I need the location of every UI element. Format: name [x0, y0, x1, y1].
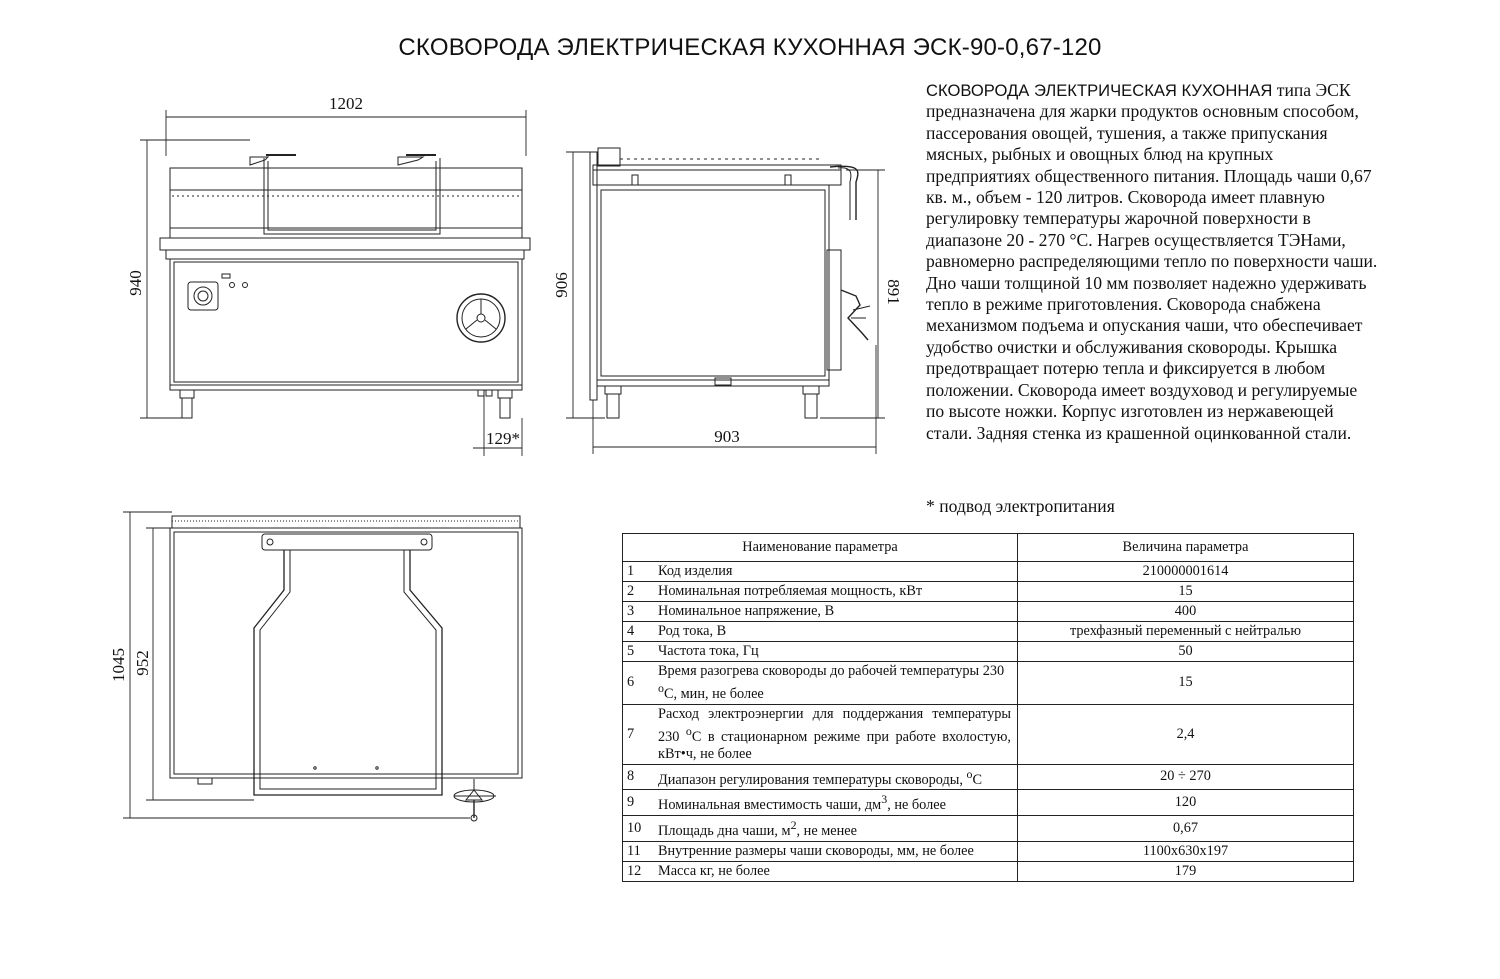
table-row: [623, 562, 1354, 582]
row-value: 179: [1018, 861, 1354, 881]
description-lead: СКОВОРОДА ЭЛЕКТРИЧЕСКАЯ КУХОННАЯ: [926, 81, 1273, 100]
row-name: Внутренние размеры чаши сковороды, мм, не более: [652, 841, 1018, 861]
row-number: 4: [623, 622, 653, 642]
dim-top-depth: 1045: [109, 648, 128, 682]
row-number: 11: [623, 841, 653, 861]
row-number: 6: [623, 662, 653, 705]
row-value: 120: [1018, 790, 1354, 816]
table-row: [623, 790, 1354, 816]
row-value: 15: [1018, 662, 1354, 705]
dim-front-width: 1202: [329, 94, 363, 113]
row-value: 50: [1018, 642, 1354, 662]
row-name: Площадь дна чаши, $м^2$, не менее: [652, 816, 1018, 842]
row-number: 12: [623, 861, 653, 881]
table-row: [623, 764, 1354, 790]
row-name: Масса кг, не более: [652, 861, 1018, 881]
row-value: 0,67: [1018, 816, 1354, 842]
row-number: 8: [623, 764, 653, 790]
table-row: [623, 816, 1354, 842]
side-view: [590, 148, 870, 418]
row-value: 20 ÷ 270: [1018, 764, 1354, 790]
row-value: 2,4: [1018, 704, 1354, 764]
description-text: типа ЭСК предназначена для жарки продуктов основным способом, пассерования овощей, тушения, а также припускания мясных, рыбных и овощных блюд на крупных предприятиях общественного питания. Площадь чаши 0,67 кв. м., объем - 120 литров. Сковорода имеет плавную регулировку температуры жарочной поверхности в диапазоне 20 - 270 °С. Нагрев осуществляется ТЭНами, равномерно распределяющими тепло по поверхности чаши. Дно чаши толщиной 10 мм позволяет надежно удерживать тепло в режиме приготовления. Сковорода снабжена механизмом подъема и опускания чаши, что обеспечивает удобство очистки и обслуживания сковороды. Крышка предотвращает потерю тепла и фиксируется в любом положении. Сковорода имеет воздуховод и регулируемые по высоте ножки. Корпус изготовлен из нержавеющей стали. Задняя стенка из крашенной оцинкованной стали.: [926, 80, 1378, 443]
table-row: [623, 662, 1354, 705]
row-number: 1: [623, 562, 653, 582]
dim-side-height-inner: 891: [884, 279, 903, 305]
row-name: Частота тока, Гц: [652, 642, 1018, 662]
spec-table: [622, 533, 1354, 882]
row-name: Расход электроэнергии для поддержания температуры 230 $^о$С в стационарном режиме при работе вхолостую, кВт•ч, не более: [652, 704, 1018, 764]
table-header-row: [623, 534, 1354, 562]
row-name: Время разогрева сковороды до рабочей температуры 230 $^о$С, мин, не более: [652, 662, 1018, 705]
dim-front-height: 940: [126, 270, 145, 296]
row-value: 400: [1018, 602, 1354, 622]
row-value: 1100x630x197: [1018, 841, 1354, 861]
row-value: 210000001614: [1018, 562, 1354, 582]
front-view: [160, 155, 530, 418]
dim-side-height: 906: [552, 272, 571, 298]
row-name: Номинальное напряжение, В: [652, 602, 1018, 622]
row-value: трехфазный переменный с нейтралью: [1018, 622, 1354, 642]
top-view: [170, 516, 522, 821]
row-name: Номинальная потребляемая мощность, кВт: [652, 582, 1018, 602]
row-number: 5: [623, 642, 653, 662]
row-number: 7: [623, 704, 653, 764]
table-row: [623, 704, 1354, 764]
table-row: [623, 642, 1354, 662]
dim-power-offset: 129*: [486, 429, 520, 448]
row-name: Род тока, В: [652, 622, 1018, 642]
header-param-value: Величина параметра: [1018, 534, 1354, 562]
table-row: [623, 622, 1354, 642]
row-name: Диапазон регулирования температуры сковороды, $^о$С: [652, 764, 1018, 790]
row-number: 3: [623, 602, 653, 622]
row-name: Код изделия: [652, 562, 1018, 582]
table-row: [623, 602, 1354, 622]
header-param-name: Наименование параметра: [623, 534, 1018, 562]
row-value: 15: [1018, 582, 1354, 602]
row-number: 9: [623, 790, 653, 816]
footnote: * подвод электропитания: [926, 496, 1115, 516]
table-row: [623, 861, 1354, 881]
row-number: 2: [623, 582, 653, 602]
row-name: Номинальная вместимость чаши, $дм^3$, не более: [652, 790, 1018, 816]
table-row: [623, 841, 1354, 861]
page-title: СКОВОРОДА ЭЛЕКТРИЧЕСКАЯ КУХОННАЯ ЭСК-90-0,67-120: [398, 34, 1102, 61]
row-number: 10: [623, 816, 653, 842]
dim-top-depth-inner: 952: [133, 650, 152, 676]
dim-side-depth: 903: [714, 427, 740, 446]
table-row: [623, 582, 1354, 602]
